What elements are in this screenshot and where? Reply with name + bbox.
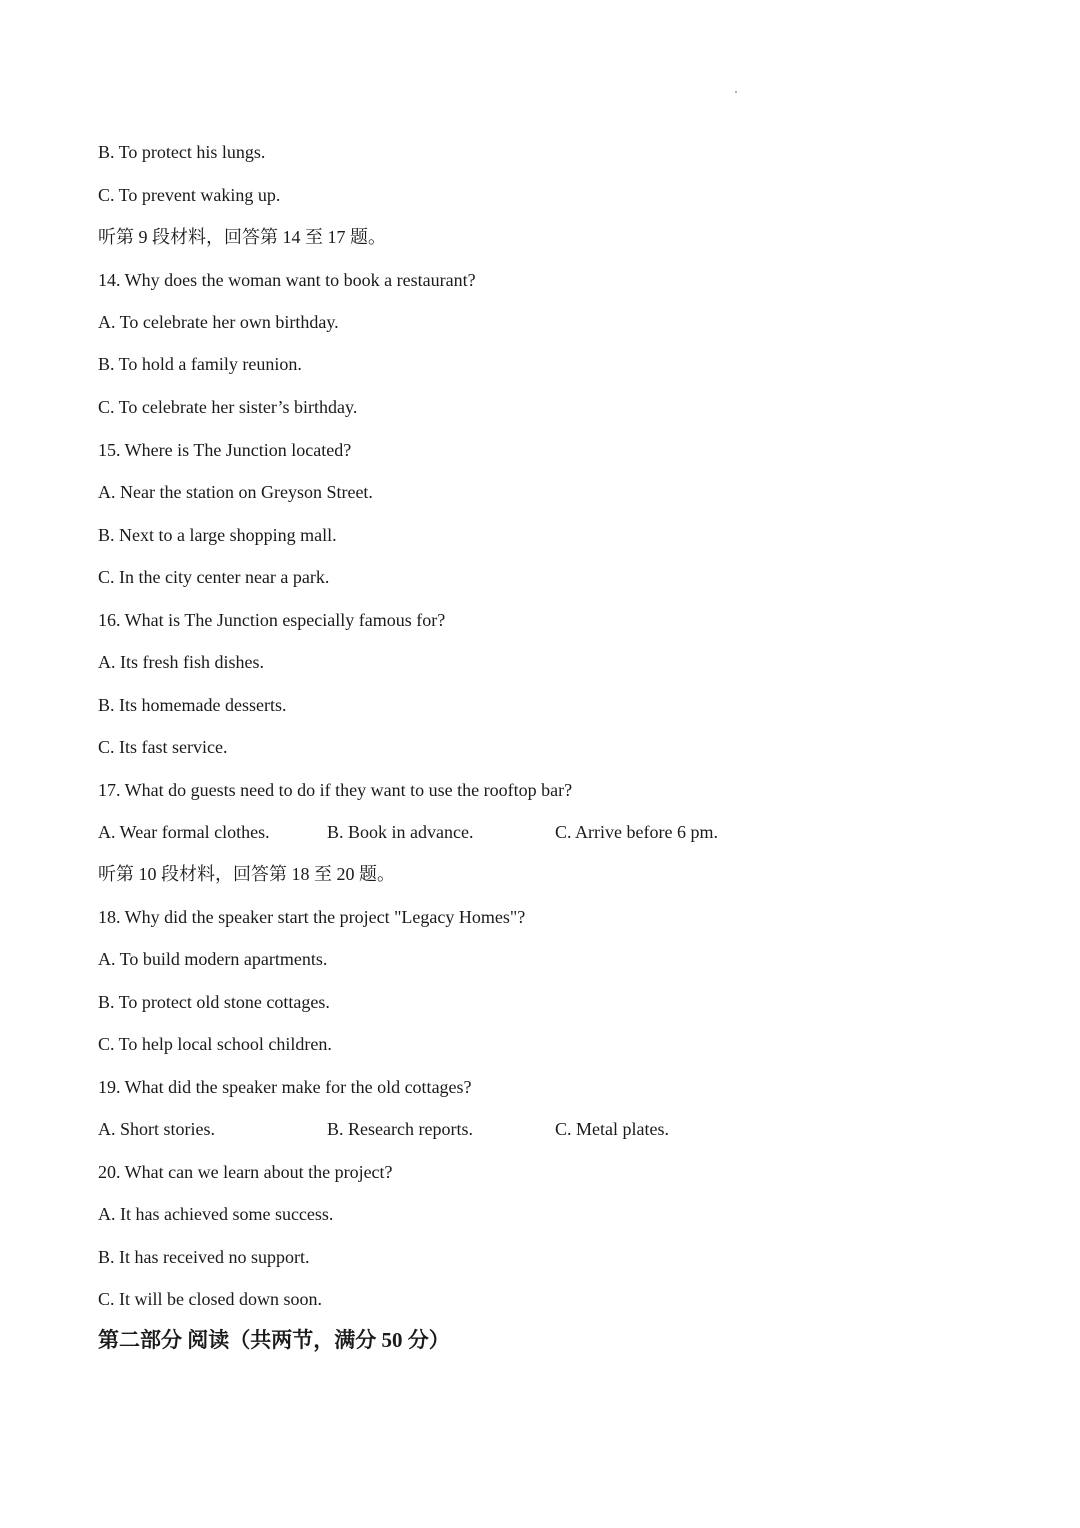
option-20a: A. It has achieved some success. <box>98 1204 334 1224</box>
question-14: 14. Why does the woman want to book a restaurant? <box>98 270 476 290</box>
option-14c: C. To celebrate her sister’s birthday. <box>98 397 358 417</box>
option-19b: B. Research reports. <box>327 1119 473 1139</box>
option-15a: A. Near the station on Greyson Street. <box>98 482 373 502</box>
option-13b: B. To protect his lungs. <box>98 142 266 162</box>
option-15b: B. Next to a large shopping mall. <box>98 525 337 545</box>
section-instruction-10: 听第 10 段材料，回答第 18 至 20 题。 <box>98 864 395 884</box>
section-heading: 第二部分 阅读（共两节，满分 50 分） <box>98 1328 450 1352</box>
question-20: 20. What can we learn about the project? <box>98 1162 393 1182</box>
option-14b: B. To hold a family reunion. <box>98 354 302 374</box>
option-16a: A. Its fresh fish dishes. <box>98 652 264 672</box>
question-15: 15. Where is The Junction located? <box>98 440 352 460</box>
option-14a: A. To celebrate her own birthday. <box>98 312 339 332</box>
option-20c: C. It will be closed down soon. <box>98 1289 322 1309</box>
option-15c: C. In the city center near a park. <box>98 567 330 587</box>
option-18a: A. To build modern apartments. <box>98 949 328 969</box>
question-16: 16. What is The Junction especially famous for? <box>98 610 446 630</box>
option-19c: C. Metal plates. <box>555 1119 669 1139</box>
option-16b: B. Its homemade desserts. <box>98 695 287 715</box>
option-17a: A. Wear formal clothes. <box>98 822 270 842</box>
option-20b: B. It has received no support. <box>98 1247 310 1267</box>
option-17c: C. Arrive before 6 pm. <box>555 822 718 842</box>
option-16c: C. Its fast service. <box>98 737 228 757</box>
option-18b: B. To protect old stone cottages. <box>98 992 330 1012</box>
option-13c: C. To prevent waking up. <box>98 185 281 205</box>
question-18: 18. Why did the speaker start the project "Legacy Homes"? <box>98 907 526 927</box>
option-18c: C. To help local school children. <box>98 1034 332 1054</box>
option-19a: A. Short stories. <box>98 1119 215 1139</box>
section-instruction-9: 听第 9 段材料，回答第 14 至 17 题。 <box>98 227 386 247</box>
question-19: 19. What did the speaker make for the old cottages? <box>98 1077 472 1097</box>
question-17: 17. What do guests need to do if they want to use the rooftop bar? <box>98 780 573 800</box>
option-17b: B. Book in advance. <box>327 822 474 842</box>
page-mark <box>735 91 737 93</box>
